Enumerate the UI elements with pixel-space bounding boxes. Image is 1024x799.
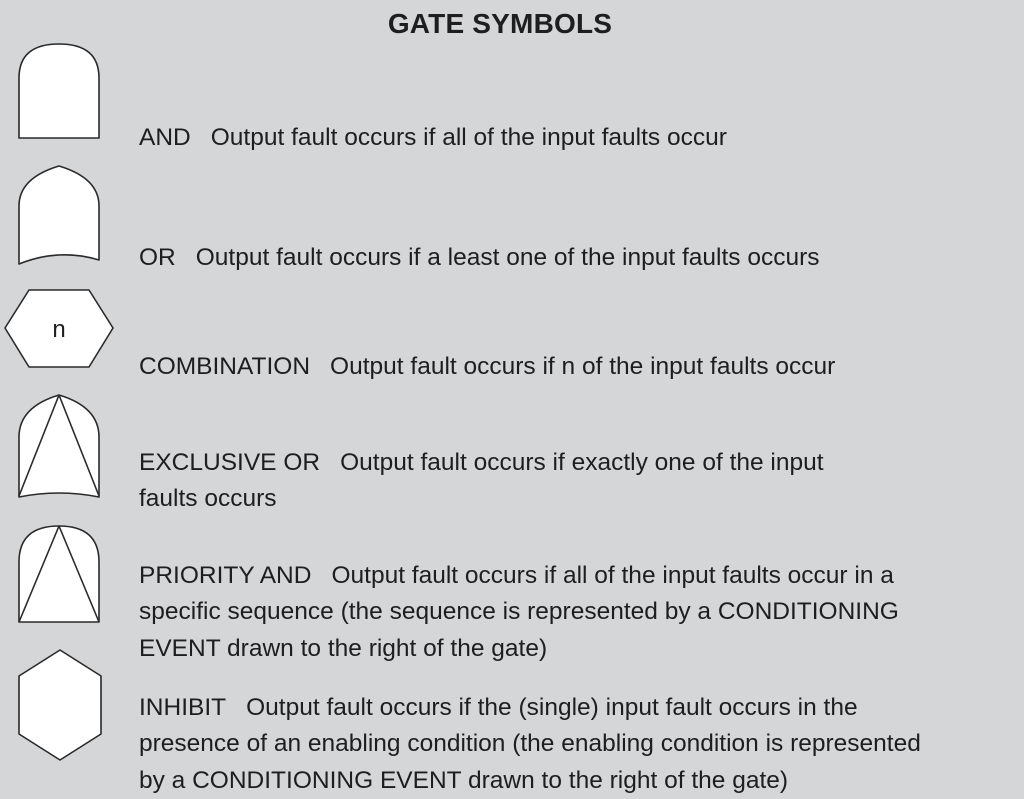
gate-description: Output fault occurs if a least one of the input faults occurs (195, 243, 820, 271)
gate-description: Output fault occurs if n of the input faults occur (330, 352, 836, 380)
gate-description: Output fault occurs if exactly one of the input faults occurs (139, 448, 824, 512)
gate-row-or (139, 203, 1009, 276)
gate-row-and (139, 83, 1009, 156)
combination-n-label: n (52, 316, 66, 343)
gate-name: PRIORITY AND (139, 561, 312, 589)
gate-row-combination (139, 312, 1009, 385)
exclusive-or-gate-icon (17, 393, 101, 501)
gate-name: COMBINATION (139, 352, 311, 380)
gate-description: Output fault occurs if the (single) input fault occurs in the presence of an enabling condition (the enabling condition is represented by a CONDITIONING EVENT drawn to the right of the gate) (139, 693, 921, 794)
gate-row-inhibit (139, 653, 1009, 799)
inhibit-gate-icon (17, 648, 103, 762)
or-gate-icon (17, 164, 101, 268)
gate-description: Output fault occurs if all of the input faults occur in a specific sequence (the sequence is represented by a CONDITIONING EVENT drawn to the right of the gate) (139, 561, 899, 662)
gate-name: AND (139, 123, 191, 151)
gate-name: INHIBIT (139, 693, 227, 721)
gate-row-exclusive-or (139, 408, 1009, 518)
gate-description: Output fault occurs if all of the input faults occur (210, 123, 727, 151)
combination-gate-icon (3, 288, 115, 370)
priority-and-gate-icon (17, 524, 101, 624)
and-gate-icon (17, 42, 101, 140)
gate-name: EXCLUSIVE OR (139, 448, 321, 476)
page-title: GATE SYMBOLS (387, 8, 613, 39)
gate-row-priority-and (139, 521, 1009, 667)
gate-name: OR (139, 243, 176, 271)
